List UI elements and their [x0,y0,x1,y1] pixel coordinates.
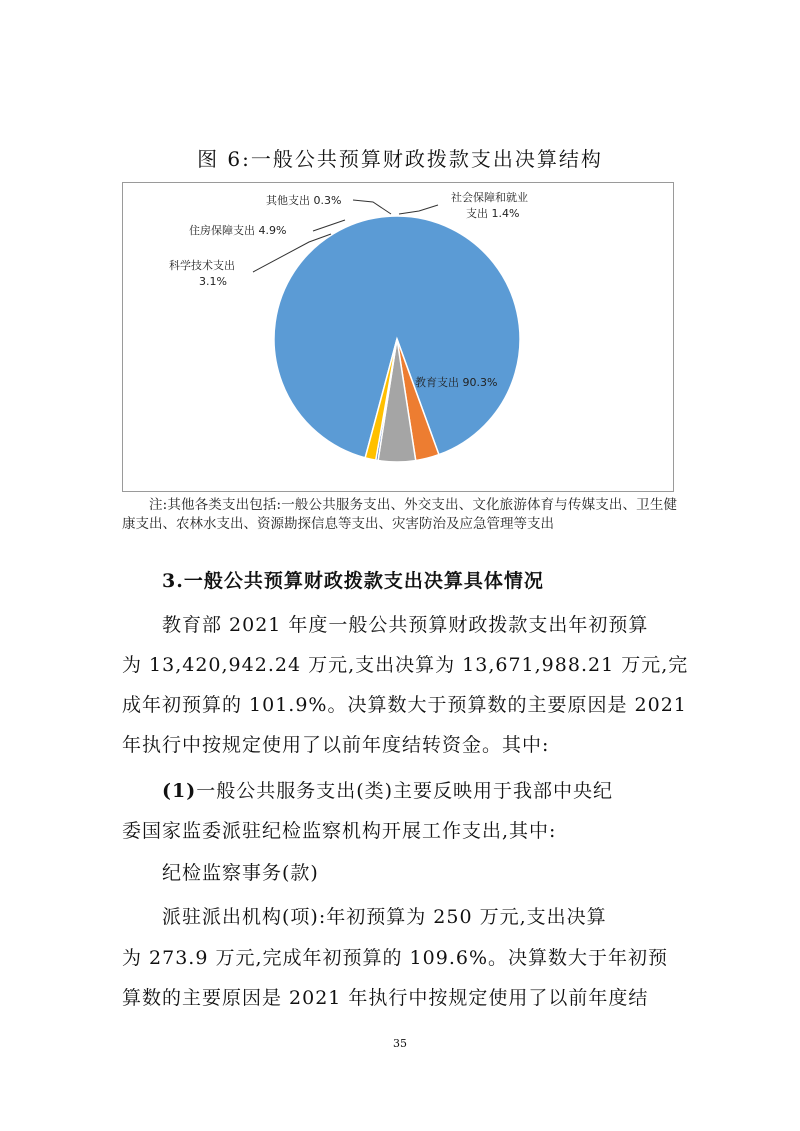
leader-line-other [353,200,391,214]
item-1-prefix: (1) [162,780,197,802]
label-other: 其他支出 0.3% [266,194,342,207]
paragraph-2-line-1: 派驻派出机构(项):年初预算为 250 万元,支出决算 [162,906,607,928]
paragraph-2-line-2: 为 273.9 万元,完成年初预算的 109.6%。决算数大于年初预 [122,947,668,969]
figure-title: 图 6:一般公共预算财政拨款支出决算结构 [197,147,603,171]
paragraph-1-line-4: 年执行中按规定使用了以前年度结转资金。其中: [122,734,550,756]
label-education: 教育支出 90.3% [415,376,498,389]
paragraph-2-line-3: 算数的主要原因是 2021 年执行中按规定使用了以前年度结 [122,987,649,1009]
section-heading: 3.一般公共预算财政拨款支出决算具体情况 [162,570,544,592]
subheading: 纪检监察事务(款) [162,862,319,884]
paragraph-1-line-1: 教育部 2021 年度一般公共预算财政拨款支出年初预算 [162,614,649,636]
pie-chart [122,182,674,492]
paragraph-1-line-2: 为 13,420,942.24 万元,支出决算为 13,671,988.21 万元,完 [122,654,689,676]
page-number: 35 [393,1037,407,1050]
item-1-text: 一般公共服务支出(类)主要反映用于我部中央纪 [196,780,614,802]
label-social-line1: 社会保障和就业 [451,191,528,204]
paragraph-1-line-3: 成年初预算的 101.9%。决算数大于预算数的主要原因是 2021 [122,694,687,716]
label-science-line1: 科学技术支出 [169,259,235,272]
item-1-line-2: 委国家监委派驻纪检监察机构开展工作支出,其中: [122,820,557,842]
label-housing: 住房保障支出 4.9% [189,224,287,237]
label-science-line2: 3.1% [199,275,227,288]
leader-line-social [399,205,438,214]
label-social-line2: 支出 1.4% [466,207,520,220]
pie-chart-canvas [123,183,673,491]
chart-note: 注:其他各类支出包括:一般公共服务支出、外交支出、文化旅游体育与传媒支出、卫生健康支出、农林水支出、资源勘探信息等支出、灾害防治及应急管理等支出 [122,497,677,532]
item-1-line-1 [162,776,722,803]
